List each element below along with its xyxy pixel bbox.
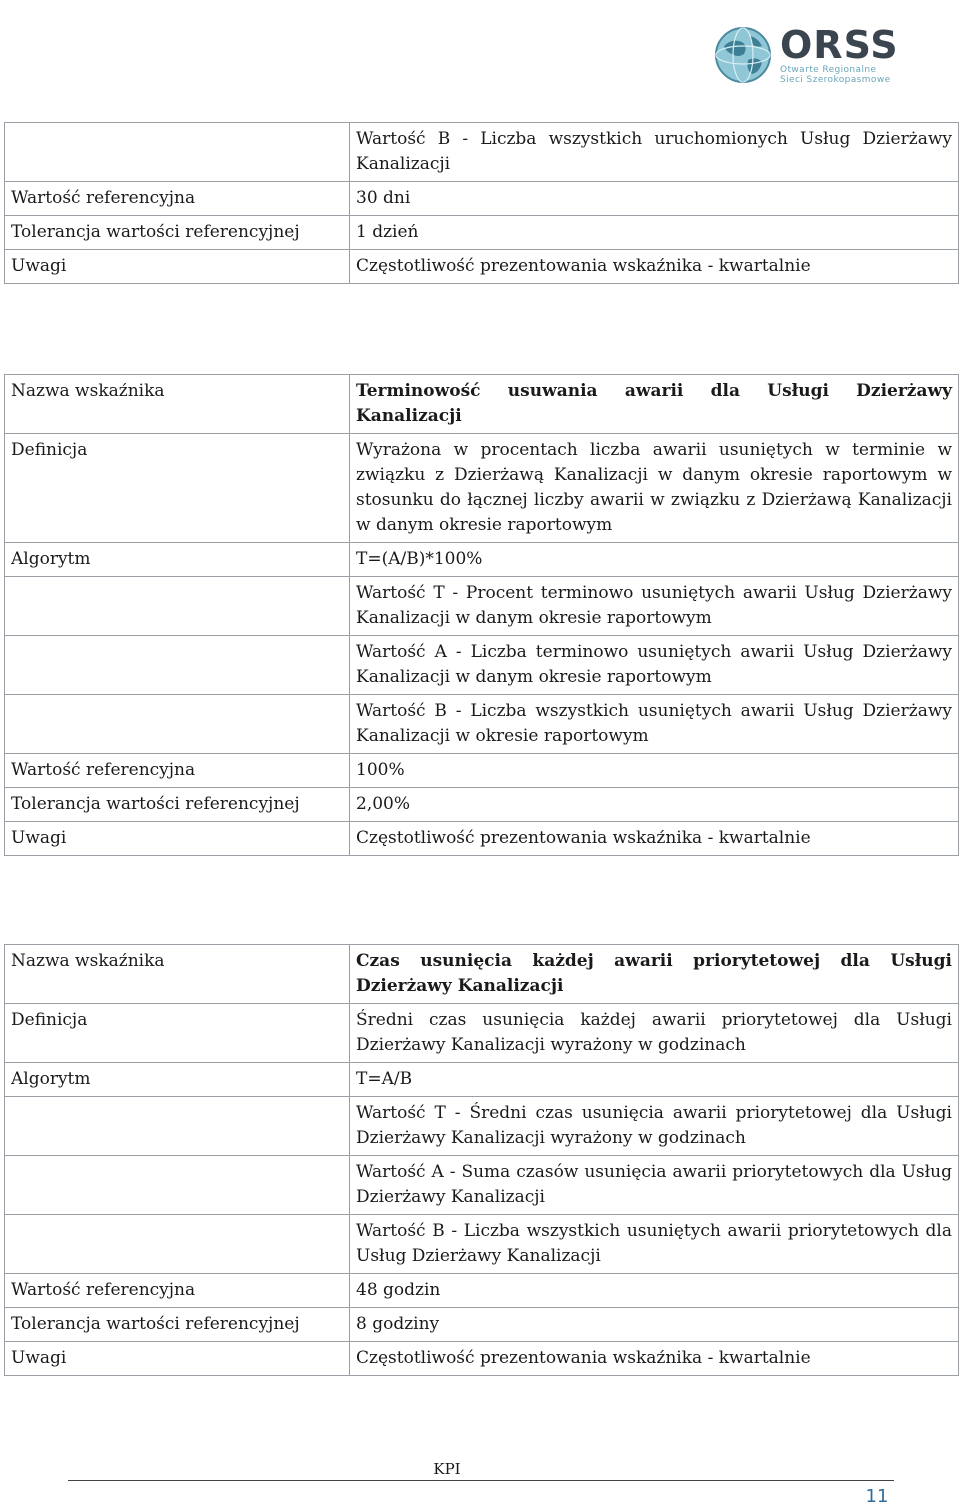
row-label [5,577,350,636]
row-value: Wartość T - Średni czas usunięcia awarii priorytetowej dla Usługi Dzierżawy Kanalizacji wyrażony w godzinach [350,1097,959,1156]
row-value: Wartość A - Suma czasów usunięcia awarii priorytetowych dla Usług Dzierżawy Kanalizacji [350,1156,959,1215]
table-row [5,1063,959,1097]
footer-divider [68,1480,894,1481]
table-row [5,182,959,216]
table-row [5,636,959,695]
row-value: Wartość B - Liczba wszystkich usuniętych awarii Usług Dzierżawy Kanalizacji w okresie raportowym [350,695,959,754]
row-label: Nazwa wskaźnika [5,945,350,1004]
row-value: Wartość B - Liczba wszystkich uruchomionych Usług Dzierżawy Kanalizacji [350,123,959,182]
row-label: Tolerancja wartości referencyjnej [5,1308,350,1342]
table-row [5,1342,959,1376]
table-row [5,1308,959,1342]
page-number: 11 [865,1486,889,1507]
row-value: T=A/B [350,1063,959,1097]
row-value: Wartość B - Liczba wszystkich usuniętych awarii priorytetowych dla Usług Dzierżawy Kanalizacji [350,1215,959,1274]
row-value: Wartość A - Liczba terminowo usuniętych awarii Usług Dzierżawy Kanalizacji w danym okresie raportowym [350,636,959,695]
table-row [5,754,959,788]
row-label [5,123,350,182]
table-row [5,1097,959,1156]
table-row [5,577,959,636]
logo-subtitle-1: Otwarte Regionalne [780,65,877,75]
row-label: Uwagi [5,1342,350,1376]
row-label [5,1215,350,1274]
kpi-table-3 [4,944,959,1376]
kpi-table-1 [4,122,959,284]
row-label: Wartość referencyjna [5,754,350,788]
table-row [5,1156,959,1215]
table-row [5,250,959,284]
table-row [5,945,959,1004]
row-label [5,695,350,754]
indicator-name: Terminowość usuwania awarii dla Usługi Dzierżawy Kanalizacji [350,375,959,434]
table-row [5,216,959,250]
row-label [5,1156,350,1215]
row-value: 2,00% [350,788,959,822]
footer-label: KPI [433,1460,461,1478]
row-label: Definicja [5,434,350,543]
table-row [5,1274,959,1308]
globe-logo-icon [712,24,774,86]
row-value: Częstotliwość prezentowania wskaźnika - kwartalnie [350,822,959,856]
table-row [5,1004,959,1063]
row-label: Definicja [5,1004,350,1063]
row-label: Uwagi [5,250,350,284]
row-value: Średni czas usunięcia każdej awarii priorytetowej dla Usługi Dzierżawy Kanalizacji wyrażony w godzinach [350,1004,959,1063]
table-row [5,434,959,543]
table-row [5,822,959,856]
row-value: 100% [350,754,959,788]
kpi-table-2 [4,374,959,856]
row-value: Częstotliwość prezentowania wskaźnika - kwartalnie [350,1342,959,1376]
row-label [5,1097,350,1156]
row-label: Wartość referencyjna [5,182,350,216]
table-row [5,123,959,182]
logo-subtitle-2: Sieci Szerokopasmowe [780,75,891,85]
table-row [5,695,959,754]
row-value: Wartość T - Procent terminowo usuniętych awarii Usług Dzierżawy Kanalizacji w danym okresie raportowym [350,577,959,636]
row-label: Algorytm [5,543,350,577]
orss-logo [712,10,952,100]
row-value: 8 godziny [350,1308,959,1342]
row-label: Algorytm [5,1063,350,1097]
row-value: Częstotliwość prezentowania wskaźnika - kwartalnie [350,250,959,284]
table-row [5,1215,959,1274]
logo-name: ORSS [780,23,899,67]
table-row [5,375,959,434]
row-label: Wartość referencyjna [5,1274,350,1308]
row-value: Wyrażona w procentach liczba awarii usuniętych w terminie w związku z Dzierżawą Kanalizacji w danym okresie raportowym w stosunku do łącznej liczby awarii w związku z Dzierżawą Kanalizacji w danym okresie raportowym [350,434,959,543]
table-row [5,788,959,822]
row-value: 1 dzień [350,216,959,250]
row-label: Tolerancja wartości referencyjnej [5,788,350,822]
row-value: T=(A/B)*100% [350,543,959,577]
row-label: Uwagi [5,822,350,856]
indicator-name: Czas usunięcia każdej awarii priorytetowej dla Usługi Dzierżawy Kanalizacji [350,945,959,1004]
row-label [5,636,350,695]
row-value: 30 dni [350,182,959,216]
row-value: 48 godzin [350,1274,959,1308]
row-label: Nazwa wskaźnika [5,375,350,434]
table-row [5,543,959,577]
row-label: Tolerancja wartości referencyjnej [5,216,350,250]
